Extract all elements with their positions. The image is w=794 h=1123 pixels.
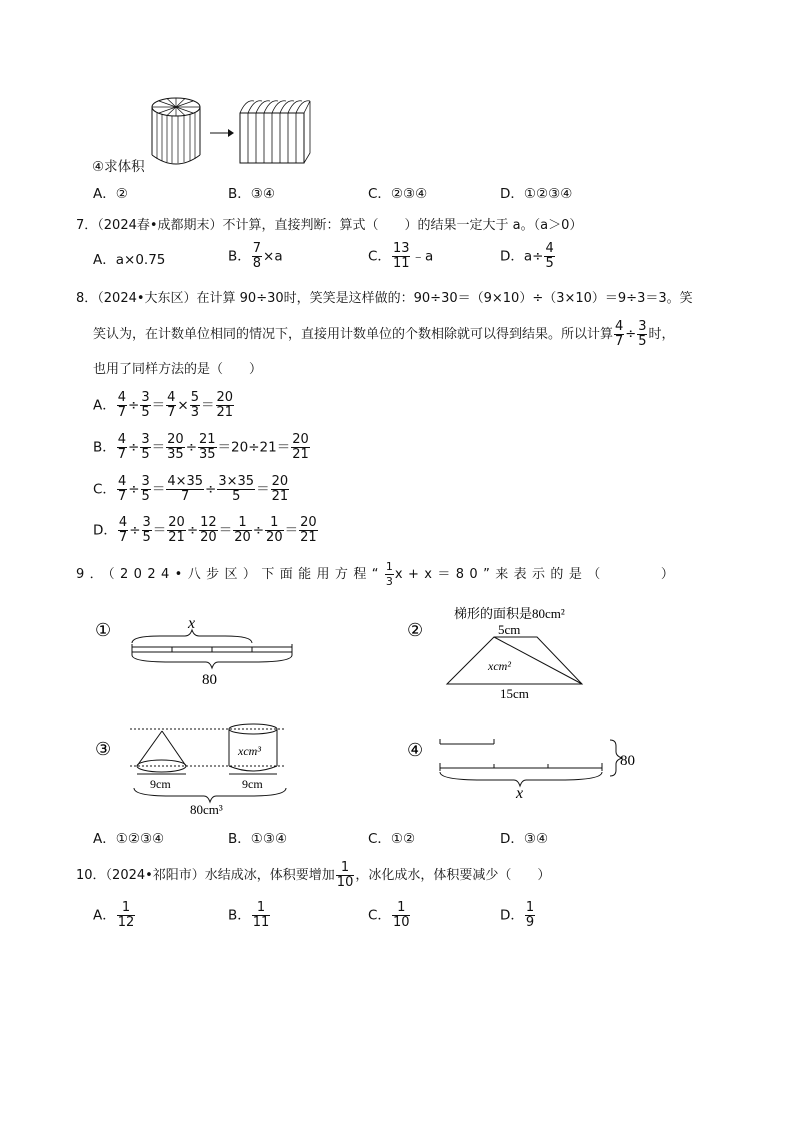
numerator: 21 xyxy=(199,432,216,447)
fraction xyxy=(199,516,218,545)
operator: ＝ xyxy=(152,522,167,539)
fraction xyxy=(252,242,262,271)
segment-label-x: x xyxy=(516,785,524,800)
denominator: 5 xyxy=(142,530,151,545)
figure-mark: ① xyxy=(95,620,112,640)
numerator: 12 xyxy=(200,515,217,530)
option-label: D． xyxy=(93,522,117,539)
fraction xyxy=(118,516,128,545)
fraction xyxy=(525,901,535,930)
denominator: 3 xyxy=(385,575,393,588)
q8-line-2 xyxy=(93,320,675,349)
q10-stem-pre: 10．（2024•祁阳市）水结成冰，体积要增加 xyxy=(76,868,335,883)
fraction xyxy=(166,433,185,462)
numerator: 3 xyxy=(142,515,151,530)
q7-b-suffix: ×a xyxy=(263,248,283,265)
area-label: xcm² xyxy=(488,659,511,673)
operator: ＝ xyxy=(284,522,299,539)
q8-option-b[interactable] xyxy=(93,433,311,462)
denominator: 11 xyxy=(392,256,410,271)
denominator: 3 xyxy=(190,405,199,420)
operator: ÷ xyxy=(129,522,141,539)
q9-figure-3 xyxy=(90,716,300,816)
q10-option-b[interactable] xyxy=(228,901,271,930)
fraction xyxy=(198,433,217,462)
denominator: 5 xyxy=(141,489,150,504)
q6-option-d[interactable]: D．①②③④ xyxy=(500,186,573,202)
numerator: 1 xyxy=(385,560,393,573)
q9-option-c[interactable]: C．①② xyxy=(368,831,416,847)
fraction xyxy=(271,475,290,504)
total-volume-label: 80cm³ xyxy=(190,802,223,816)
fraction xyxy=(336,861,355,890)
denominator: 7 xyxy=(117,447,127,462)
option-label: D． xyxy=(500,907,524,924)
denominator: 12 xyxy=(117,915,135,930)
operator: ＝ xyxy=(151,481,166,498)
figure-mark: ② xyxy=(407,620,424,640)
denominator: 7 xyxy=(117,405,127,420)
q8-option-a[interactable] xyxy=(93,391,235,420)
total-label: 80 xyxy=(202,672,217,688)
q8-line-2-end: 时， xyxy=(648,327,675,342)
denominator: 21 xyxy=(168,530,185,545)
cylinder-cut-figure xyxy=(148,95,328,167)
numerator: 7 xyxy=(252,241,262,256)
q7-option-c[interactable] xyxy=(368,242,433,271)
numerator: 4 xyxy=(545,241,554,256)
q7-c-suffix: ﹣a xyxy=(411,248,434,265)
fraction xyxy=(233,516,252,545)
q7-b-prefix: B． xyxy=(228,248,251,265)
q8-line-2-text: 笑认为，在计数单位相同的情况下，直接用计数单位的个数相除就可以得到结果。所以计算 xyxy=(93,327,614,342)
option-label: A． xyxy=(93,907,116,924)
option-label: C． xyxy=(93,481,116,498)
q10-option-a[interactable] xyxy=(93,901,136,930)
fraction xyxy=(299,516,318,545)
denominator: 7 xyxy=(117,489,127,504)
q8-line-1: 8．（2024•大东区）在计算 90÷30时，笑笑是这样做的：90÷30＝（9×10）÷（3×10）＝9÷3＝3。笑 xyxy=(76,291,693,306)
fraction xyxy=(190,391,200,420)
fraction xyxy=(117,433,127,462)
fraction xyxy=(217,475,255,504)
operator: ÷ xyxy=(128,481,140,498)
q6-option-a[interactable]: A．② xyxy=(93,186,128,202)
numerator: 20 xyxy=(300,515,317,530)
operator: ＝20÷21＝ xyxy=(217,439,291,456)
numerator: 5 xyxy=(190,390,199,405)
q9-option-a[interactable]: A．①②③④ xyxy=(93,831,165,847)
numerator: 1 xyxy=(336,861,355,876)
operator: × xyxy=(177,397,189,414)
cylinder-volume-label: xcm³ xyxy=(238,744,261,758)
denominator: 20 xyxy=(200,530,217,545)
q8-option-c[interactable] xyxy=(93,475,290,504)
fraction xyxy=(166,391,176,420)
operator: ÷ xyxy=(128,439,140,456)
numerator: 4 xyxy=(615,319,624,334)
option-label: B． xyxy=(228,907,251,924)
figure-mark: ③ xyxy=(95,739,112,759)
option-label: A． xyxy=(93,397,116,414)
denominator: 21 xyxy=(300,530,317,545)
denominator: 10 xyxy=(392,915,410,930)
numerator: 3 xyxy=(141,474,150,489)
operator: ＝ xyxy=(256,481,270,498)
operator: ＝ xyxy=(201,397,215,414)
q9-stem xyxy=(76,560,679,589)
fraction xyxy=(142,516,152,545)
operator: ＝ xyxy=(218,522,233,539)
numerator: 3 xyxy=(638,319,647,334)
q7-option-a[interactable]: A．a×0.75 xyxy=(93,252,166,268)
denominator: 7 xyxy=(118,530,128,545)
fraction xyxy=(291,433,310,462)
fraction xyxy=(140,433,150,462)
q7-c-prefix: C． xyxy=(368,248,391,265)
q9-figure-2 xyxy=(402,604,597,702)
fraction xyxy=(392,901,411,930)
q8-option-d[interactable] xyxy=(93,516,319,545)
denominator: 35 xyxy=(167,447,184,462)
numerator: 4 xyxy=(118,515,128,530)
q9-stem-post: ”来表示的是（ ） xyxy=(483,567,680,582)
cone-diameter-label: 9cm xyxy=(150,777,171,791)
numerator: 1 xyxy=(392,901,411,916)
denominator: 5 xyxy=(232,489,241,504)
divide-sign: ÷ xyxy=(625,327,637,342)
numerator: 20 xyxy=(168,515,185,530)
q6-option-b[interactable]: B．③④ xyxy=(228,186,275,202)
numerator: 20 xyxy=(167,432,184,447)
operator: ÷ xyxy=(205,481,217,498)
fraction xyxy=(637,320,647,349)
fraction xyxy=(140,391,150,420)
q10-option-d[interactable] xyxy=(500,901,536,930)
q9-equation-rest: x+x＝80 xyxy=(394,567,484,582)
q8-line-3: 也用了同样方法的是（ ） xyxy=(93,362,263,377)
numerator: 20 xyxy=(271,474,289,489)
numerator: 13 xyxy=(392,241,410,256)
cylinder-diameter-label: 9cm xyxy=(242,777,263,791)
q7-d-prefix: D．a÷ xyxy=(500,248,544,265)
fraction xyxy=(252,901,271,930)
segment-label-x: x xyxy=(188,615,196,632)
numerator: 4 xyxy=(117,474,127,489)
denominator: 20 xyxy=(234,530,251,545)
q10-stem xyxy=(76,861,550,890)
fraction xyxy=(544,242,554,271)
numerator: 1 xyxy=(525,900,535,915)
denominator: 11 xyxy=(252,915,270,930)
bottom-base-label: 15cm xyxy=(500,686,529,701)
numerator: 3 xyxy=(141,390,150,405)
numerator: 3×35 xyxy=(218,474,255,489)
denominator: 10 xyxy=(336,875,354,890)
numerator: 1 xyxy=(117,901,136,916)
trapezoid-title: 梯形的面积是80cm² xyxy=(454,606,565,621)
q9-figure-4 xyxy=(402,730,647,800)
numerator: 1 xyxy=(265,516,284,531)
q9-stem-pre: 9．（2024•八步区）下面能用方程“ xyxy=(76,567,384,582)
denominator: 21 xyxy=(216,405,234,420)
q9-option-d[interactable]: D．③④ xyxy=(500,831,549,847)
fraction xyxy=(392,242,411,271)
numerator: 1 xyxy=(252,901,271,916)
fraction xyxy=(265,516,284,545)
numerator: 4×35 xyxy=(167,474,204,489)
operator: ÷ xyxy=(128,397,140,414)
denominator: 5 xyxy=(638,334,647,349)
operator: ＝ xyxy=(151,439,166,456)
q6-option-c[interactable]: C．②③④ xyxy=(368,186,428,202)
operator: ＝ xyxy=(151,397,166,414)
fraction xyxy=(614,320,624,349)
denominator: 5 xyxy=(141,405,150,420)
operator: ÷ xyxy=(252,522,265,539)
fraction xyxy=(117,475,127,504)
fraction xyxy=(166,475,204,504)
option-label: C． xyxy=(368,907,391,924)
q10-stem-post: ，冰化成水，体积要减少（ ） xyxy=(355,868,551,883)
denominator: 35 xyxy=(199,447,216,462)
denominator: 21 xyxy=(292,447,309,462)
denominator: 7 xyxy=(167,405,176,420)
q9-option-b[interactable]: B．①③④ xyxy=(228,831,288,847)
q7-stem: 7．（2024春•成都期末）不计算，直接判断：算式（ ）的结果一定大于 a。（a＞0） xyxy=(76,218,583,233)
operator: ÷ xyxy=(185,439,197,456)
numerator: 4 xyxy=(117,432,127,447)
q7-option-d[interactable] xyxy=(500,242,556,271)
numerator: 4 xyxy=(117,390,127,405)
q6-figure-label: ④求体积 xyxy=(92,159,145,175)
denominator: 9 xyxy=(525,915,535,930)
denominator: 7 xyxy=(181,489,190,504)
denominator: 21 xyxy=(271,489,289,504)
fraction xyxy=(117,901,136,930)
fraction xyxy=(141,475,151,504)
fraction xyxy=(117,391,127,420)
fraction xyxy=(167,516,186,545)
q10-option-c[interactable] xyxy=(368,901,411,930)
option-label: B． xyxy=(93,439,116,456)
denominator: 5 xyxy=(141,447,150,462)
denominator: 8 xyxy=(252,256,262,271)
numerator: 1 xyxy=(233,516,252,531)
numerator: 4 xyxy=(167,390,176,405)
top-base-label: 5cm xyxy=(498,622,521,637)
q7-option-b[interactable] xyxy=(228,242,283,271)
numerator: 20 xyxy=(216,390,234,405)
q9-figure-1 xyxy=(90,610,305,690)
numerator: 20 xyxy=(292,432,309,447)
denominator: 20 xyxy=(266,530,283,545)
numerator: 3 xyxy=(141,432,150,447)
figure-mark: ④ xyxy=(407,740,424,760)
operator: ÷ xyxy=(186,522,199,539)
fraction xyxy=(385,560,394,589)
denominator: 7 xyxy=(615,334,624,349)
denominator: 5 xyxy=(545,256,554,271)
total-label: 80 xyxy=(620,753,635,769)
fraction xyxy=(216,391,235,420)
